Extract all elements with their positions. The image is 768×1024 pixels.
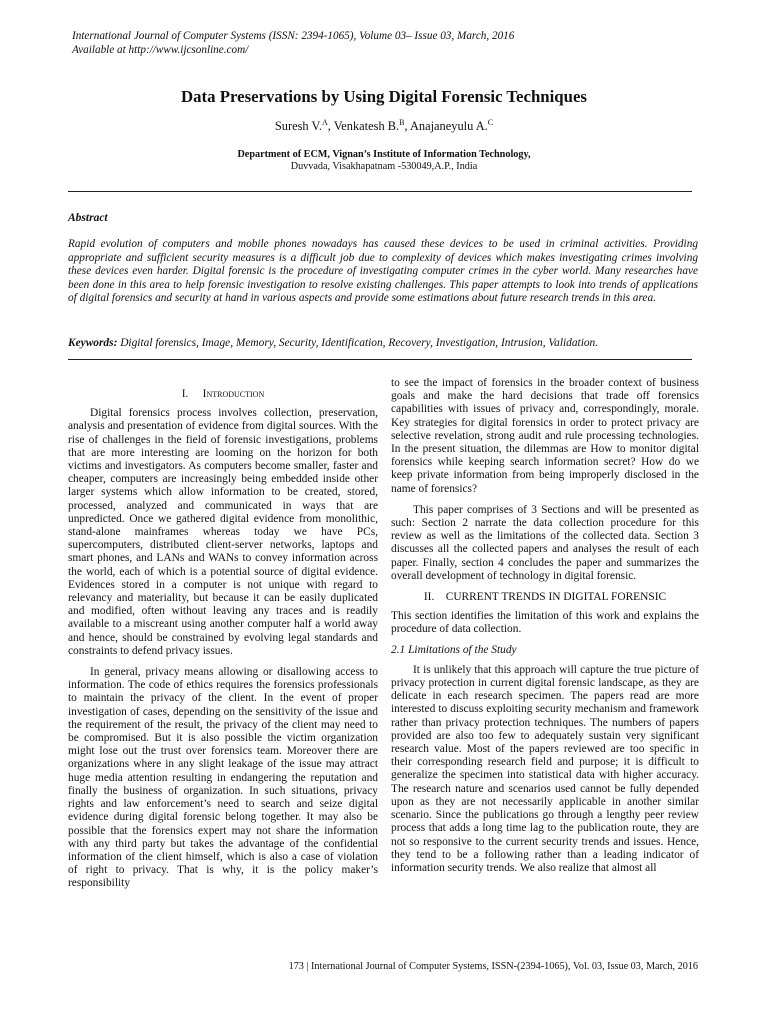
author-superscript: C [487,117,494,127]
keywords-line [68,336,708,350]
left-column [68,388,378,891]
abstract-text: Rapid evolution of computers and mobile phones nowadays has caused these devices to be used in criminal activities. Providing appropriate and sufficient security measures is a difficult job due to complexity of devices which makes investigating crimes involving these devices even harder. Digital forensic is the procedure of investigating computer crimes in the cyber world. Many researches have been done in this area to help forensic investigation to resolve existing challenges. This paper attempts to look into trends of applications of digital forensics and security at hand in various aspects and provide some estimations about future research trends in this area. [68,238,698,305]
intro-paragraph-2: In general, privacy means allowing or disallowing access to information. The code of ethics requires the forensics professionals to maintain the privacy of the client. In the event of proper investigation of cases, depending on the sensitivity of the issue and the requirement of the result, the privacy of the client may need to be compromised. But it is also possible the victim organization might lose out the trust over forensics team. Moreover there are organizations where in any slight leakage of the issue may attract huge media attention resulting in endangering the reputation and finally the business of organization. In such situations, privacy rights and law enforcement’s need to search and seize digital evidence during digital forensic belong together. It may also be possible that the forensics expert may not share the information with any third party but takes the advantage of the confidential information of the client himself, which is also a case of violation of right to privacy. That is why, it is the policy maker’s responsibility [68,666,378,890]
author-name: Suresh V. [274,119,322,133]
journal-header-line: International Journal of Computer Systems (ISSN: 2394-1065), Volume 03– Issue 03, March, 2016 [72,30,515,42]
section-heading-introduction [68,388,378,401]
author-superscript: B [399,117,405,127]
author-name: Venkatesh B. [333,119,400,133]
section-number: II. [423,591,435,604]
journal-url-line: Available at http://www.ijcsonline.com/ [72,44,249,56]
keywords-text: Digital forensics, Image, Memory, Security, Identification, Recovery, Investigation, Intrusion, Validation. [117,337,599,349]
intro-paragraph-1: Digital forensics process involves collection, preservation, analysis and presentation of evidence from digital sources. With the rise of challenges in the field of forensic investigations, problems that are more interesting are looming on the horizon for both victims and investigators. As computers become smaller, faster and cheaper, computers are increasingly being embedded inside other larger systems which allow information to be created, stored, processed, analyzed and communicated in ways that are unpredicted. Once we gathered digital evidence from monolithic, stand-alone mainframes whereas today we have PCs, supercomputers, distributed client-server networks, laptops and smart phones, and LANs and WANs to convey information across the world, each of which is a potential source of digital evidence. Evidences stored in a computer is not unique with regard to relevancy and materiality, but because it can be easily duplicated and modified, often without leaving any traces and is readily available to a miscreant using another computer half a world away and hence, should be constrained by evolving legal standards and constraints to defend privacy issues. [68,407,378,657]
section-heading-current-trends [391,591,699,604]
intro-paragraph-3: to see the impact of forensics in the broader context of business goals and make the hard decisions that trade off forensics capabilities with issues of privacy and, correspondingly, morale. Key strategies for digital forensics in order to protect privacy are selective revelation, strong audit and rule processing technologies. In the present situation, the dilemmas are How to monitor digital forensics while keeping search information secret? How do we keep private information from being improperly disclosed in the name of forensics? [391,377,699,495]
page-footer: 173 | International Journal of Computer Systems, ISSN-(2394-1065), Vol. 03, Issue 03, March, 2016 [288,961,698,972]
affiliation-address: Duvvada, Visakhapatnam -530049,A.P., India [290,161,478,172]
right-column [391,377,699,875]
abstract-divider [68,359,692,360]
author-name: Anajaneyulu A. [409,119,488,133]
author-superscript: A [321,117,328,127]
section-number: I. [181,388,189,400]
section-title: CURRENT TRENDS IN DIGITAL FORENSIC [445,591,667,604]
author-separator: , [404,119,410,133]
author-separator: , [327,119,334,133]
abstract-heading: Abstract [68,212,108,224]
affiliation-department: Department of ECM, Vignan’s Institute of Information Technology, [237,149,531,160]
paper-title: Data Preservations by Using Digital Forensic Techniques [181,87,587,106]
section-title: Introduction [202,388,265,400]
section2-paragraph-1: This section identifies the limitation of this work and explains the procedure of data collection. [391,610,699,636]
intro-paragraph-4: This paper comprises of 3 Sections and will be presented as such: Section 2 narrate the data collection procedure for this review as well as the limitations of the collected data. Section 3 discusses all the collected papers and analyses the result of each paper. Finally, section 4 concludes the paper and summarizes the overall development of technology in digital forensic. [391,503,699,582]
subsection-heading: 2.1 Limitations of the Study [391,643,517,656]
keywords-label: Keywords: [68,337,118,349]
header-divider [68,191,692,192]
section2-paragraph-2: It is unlikely that this approach will capture the true picture of privacy protection in current digital forensic landscape, as they are delicate in each research specimen. The papers read are more interested to discuss exploiting security mechanism and framework rather than privacy protection techniques. The numbers of papers provided are also too few to adequately sustain very significant research value. Most of the papers reviewed are too specific in their corresponding research field and purpose; it is difficult to generalize the specimen into statistical data with higher accuracy. The research nature and scenarios used cannot be fully depended upon as they are not necessarily applicable in another similar scenario. Since the publications go through a lengthy peer review process that adds a long time lag to the publication route, they are not so responsive to the current security trends and issues. Hence, they tend to be a following rather than a leading indicator of information security trends. We also realize that almost all [391,663,699,874]
author-list [0,118,768,134]
